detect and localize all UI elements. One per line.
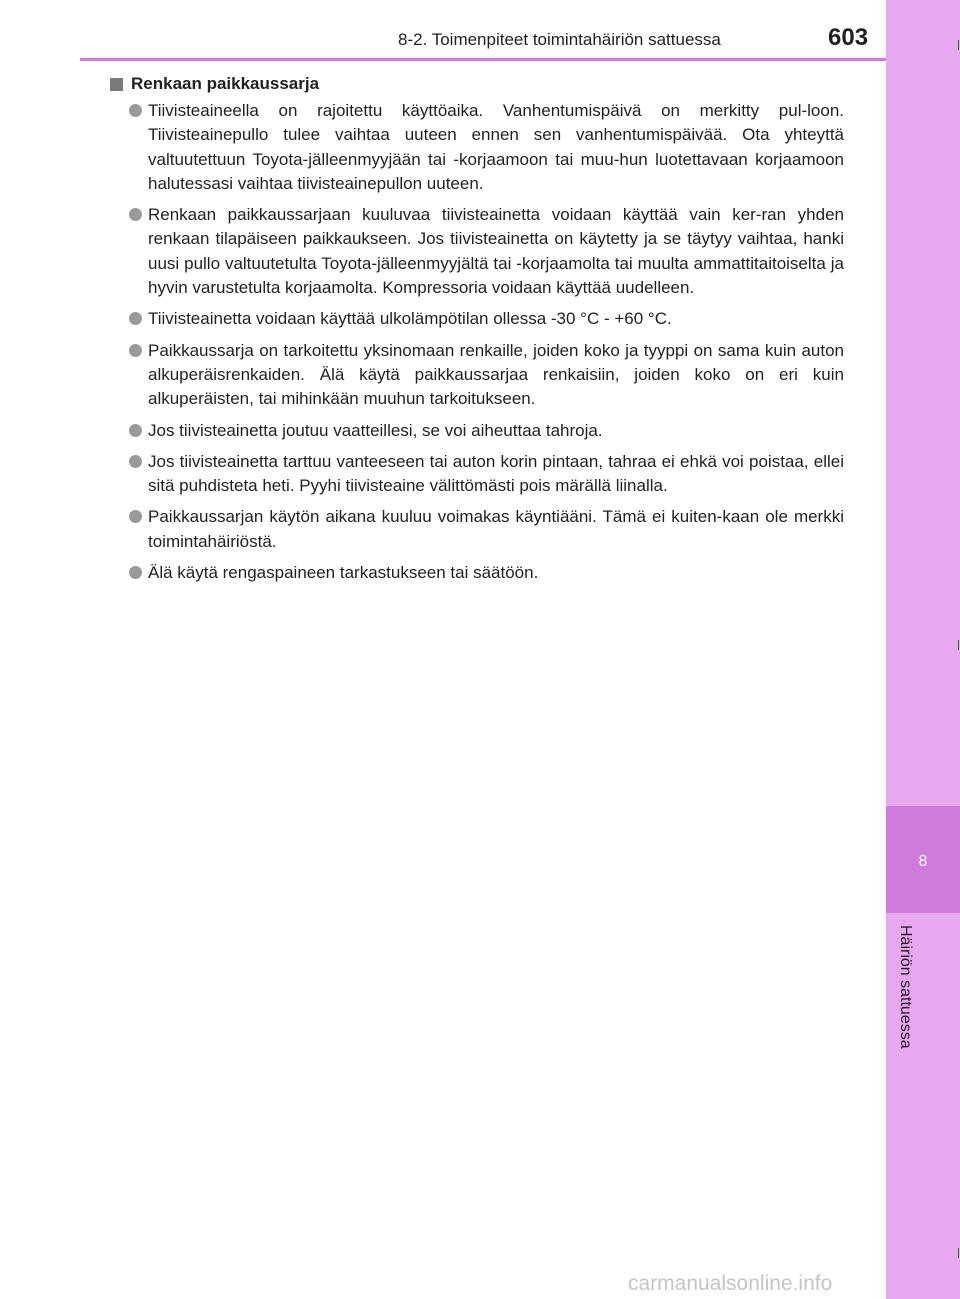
section-heading	[110, 72, 844, 96]
list-item	[110, 307, 844, 331]
list-item	[110, 339, 844, 412]
list-item	[110, 561, 844, 585]
square-bullet-icon	[110, 78, 123, 91]
list-item-text: Tiivisteaineella on rajoitettu käyttöaika. Vanhentumispäivä on merkitty pul-loon. Tiivisteainepullo tulee vaihtaa uuteen ennen sen vanhentumispäivää. Ota yhteyttä valtuutettuun Toyota-jälleenmyyjään tai -korjaamoon tai muu-hun luotettavaan korjaamoon halutessasi vaihtaa tiivisteainepullon uuteen.	[148, 101, 844, 193]
list-item	[110, 99, 844, 196]
list-item-text: Älä käytä rengaspaineen tarkastukseen tai säätöön.	[148, 563, 539, 583]
crop-mark	[958, 1248, 959, 1258]
page-number: 603	[828, 24, 869, 51]
list-item	[110, 419, 844, 443]
list-item-text: Jos tiivisteainetta joutuu vaatteillesi, se voi aiheuttaa tahroja.	[148, 420, 603, 440]
circle-bullet-icon	[129, 510, 142, 523]
section-heading-text: Renkaan paikkaussarja	[131, 74, 320, 93]
circle-bullet-icon	[129, 424, 142, 437]
crop-mark	[958, 640, 959, 650]
circle-bullet-icon	[129, 312, 142, 325]
circle-bullet-icon	[129, 208, 142, 221]
list-item	[110, 450, 844, 499]
circle-bullet-icon	[129, 104, 142, 117]
crop-mark	[958, 40, 959, 50]
chapter-title: Häiriön sattuessa	[897, 925, 914, 1049]
list-item	[110, 203, 844, 300]
main-content	[110, 72, 844, 592]
list-item-text: Jos tiivisteainetta tarttuu vanteeseen tai auton korin pintaan, tahraa ei ehkä voi poistaa, ellei sitä puhdisteta heti. Pyyhi tiivisteaine välittömästi pois märällä liinalla.	[148, 451, 844, 496]
circle-bullet-icon	[129, 344, 142, 357]
bullet-list	[110, 99, 844, 585]
list-item-text: Paikkaussarja on tarkoitettu yksinomaan renkaille, joiden koko ja tyyppi on sama kuin auton alkuperäisrenkaiden. Älä käytä paikkaussarjaa renkaisiin, joiden koko on eri kuin alkuperäisten, tai mihinkään muuhun tarkoitukseen.	[148, 340, 844, 409]
header-divider	[80, 58, 886, 61]
chapter-number: 8	[918, 853, 928, 870]
circle-bullet-icon	[129, 455, 142, 468]
list-item-text: Renkaan paikkaussarjaan kuuluvaa tiivisteainetta voidaan käyttää vain ker-ran yhden renkaan tilapäiseen paikkaukseen. Jos tiivisteainetta on käytetty ja se täytyy vaihtaa, hanki uusi pullo valtuutetulta Toyota-jälleenmyyjältä tai -korjaamolta tai muulta ammattitaitoiselta ja hyvin varustetulta korjaamolta. Kompressoria voidaan käyttää uudelleen.	[148, 205, 844, 298]
list-item	[110, 505, 844, 554]
chapter-side-tab	[886, 0, 960, 1299]
list-item-text: Tiivisteainetta voidaan käyttää ulkolämpötilan ollessa -30 °C - +60 °C.	[148, 309, 672, 329]
watermark: carmanualsonline.info	[628, 1272, 833, 1295]
list-item-text: Paikkaussarjan käytön aikana kuuluu voimakas käyntiääni. Tämä ei kuiten-kaan ole merkki toimintahäiriöstä.	[148, 507, 844, 551]
section-title: 8-2. Toimenpiteet toimintahäiriön sattuessa	[398, 30, 721, 49]
circle-bullet-icon	[129, 566, 142, 579]
